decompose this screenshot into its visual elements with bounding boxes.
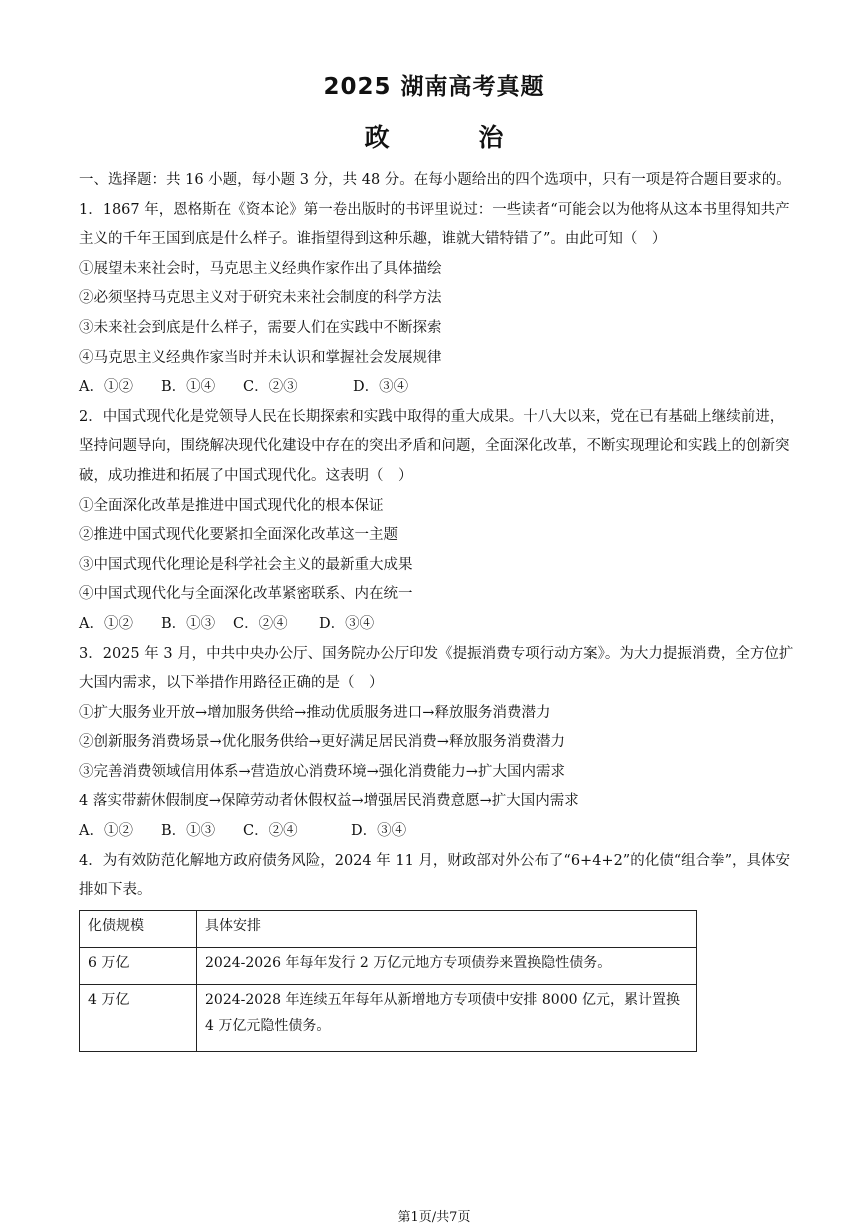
question-3-statement-4: 4 落实带薪休假制度→保障劳动者休假权益→增强居民消费意愿→扩大国内需求 xyxy=(79,793,579,810)
question-2-options xyxy=(79,610,797,640)
question-1-statement-3: ③未来社会到底是什么样子，需要人们在实践中不断探索 xyxy=(79,319,442,336)
option-d: D．③④ xyxy=(353,379,409,396)
option-c: C．②④ xyxy=(243,823,298,840)
table-row xyxy=(80,984,697,1051)
question-1-stem: 1．1867 年，恩格斯在《资本论》第一卷出版时的书评里说过：一些读者“可能会以为他将从这本书里得知共产主义的千年王国到底是什么样子。谁指望得到这种乐趣，谁就大错特错了”。由此可知（ ） xyxy=(79,201,790,248)
question-2-statement-4: ④中国式现代化与全面深化改革紧密联系、内在统一 xyxy=(79,586,413,603)
page-number: 第1页/共7页 xyxy=(397,1210,471,1225)
table-header-cell: 具体安排 xyxy=(197,910,697,947)
option-c: C．②③ xyxy=(243,379,298,396)
question-2-stem: 2．中国式现代化是党领导人民在长期探索和实践中取得的重大成果。十八大以来，党在已有基础上继续前进，坚持问题导向，围绕解决现代化建设中存在的突出矛盾和问题，全面深化改革，不断实现理论和实践上的创新突破，成功推进和拓展了中国式现代化。这表明（ ） xyxy=(79,408,790,484)
exam-title: 2025 湖南高考真题 xyxy=(323,74,545,100)
question-3-options xyxy=(79,817,797,847)
question-3-statement-2: ②创新服务消费场景→优化服务供给→更好满足居民消费→释放服务消费潜力 xyxy=(79,734,565,751)
table-row xyxy=(80,947,697,984)
question-3-stem: 3．2025 年 3 月，中共中央办公厅、国务院办公厅印发《提振消费专项行动方案》。为大力提振消费，全方位扩大国内需求，以下举措作用路径正确的是（ ） xyxy=(79,645,794,692)
option-d: D．③④ xyxy=(319,615,375,632)
question-2-statement-2: ②推进中国式现代化要紧扣全面深化改革这一主题 xyxy=(79,527,398,544)
table-cell: 6 万亿 xyxy=(80,947,197,984)
question-3-statement-1: ①扩大服务业开放→增加服务供给→推动优质服务进口→释放服务消费潜力 xyxy=(79,704,551,721)
table-cell: 2024-2028 年连续五年每年从新增地方专项债中安排 8000 亿元，累计置换 4 万亿元隐性债务。 xyxy=(197,984,697,1051)
exam-subject: 政 治 xyxy=(364,123,544,152)
question-2-statement-1: ①全面深化改革是推进中国式现代化的根本保证 xyxy=(79,497,384,514)
question-3-statement-3: ③完善消费领域信用体系→营造放心消费环境→强化消费能力→扩大国内需求 xyxy=(79,763,565,780)
option-a: A．①② xyxy=(79,379,133,396)
table-cell: 2024-2026 年每年发行 2 万亿元地方专项债券来置换隐性债务。 xyxy=(197,947,697,984)
question-1-options xyxy=(79,373,797,403)
section-intro: 一、选择题：共 16 小题，每小题 3 分，共 48 分。在每小题给出的四个选项中，只有一项是符合题目要求的。 xyxy=(79,172,791,188)
option-d: D．③④ xyxy=(351,823,407,840)
option-b: B．①③ xyxy=(161,615,216,632)
question-1-statement-2: ②必须坚持马克思主义对于研究未来社会制度的科学方法 xyxy=(79,290,442,307)
question-4-stem: 4．为有效防范化解地方政府债务风险，2024 年 11 月，财政部对外公布了“6+4+2”的化债“组合拳”，具体安排如下表。 xyxy=(79,852,791,899)
option-a: A．①② xyxy=(79,823,133,840)
table-header-row xyxy=(80,910,697,947)
option-b: B．①④ xyxy=(161,379,216,396)
exam-content xyxy=(79,166,797,1052)
table-header-cell: 化债规模 xyxy=(80,910,197,947)
option-a: A．①② xyxy=(79,615,133,632)
debt-table xyxy=(79,910,697,1052)
table-cell: 4 万亿 xyxy=(80,984,197,1051)
option-b: B．①③ xyxy=(161,823,216,840)
question-1-statement-4: ④马克思主义经典作家当时并未认识和掌握社会发展规律 xyxy=(79,349,442,366)
option-c: C．②④ xyxy=(233,615,288,632)
question-2-statement-3: ③中国式现代化理论是科学社会主义的最新重大成果 xyxy=(79,556,413,573)
question-1-statement-1: ①展望未来社会时，马克思主义经典作家作出了具体描绘 xyxy=(79,260,442,277)
